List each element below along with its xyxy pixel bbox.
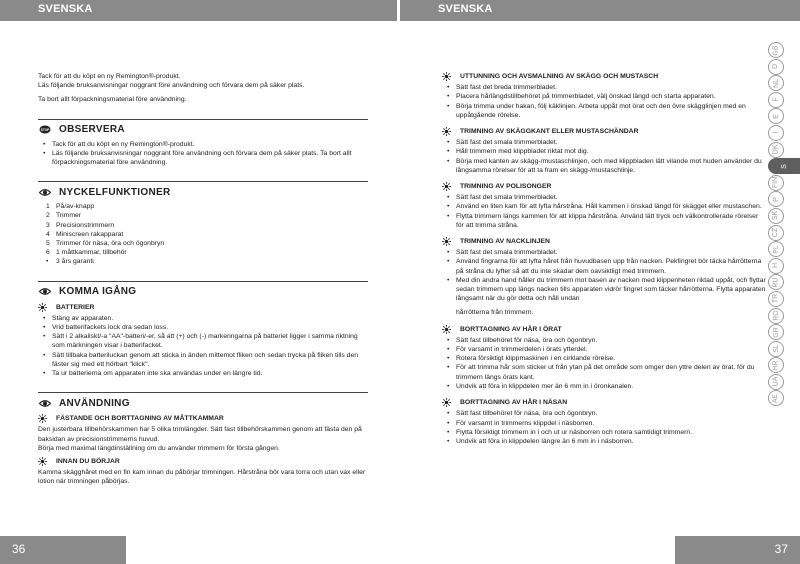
list-item: • Sätt fast tillbehöret för näsa, öra och ögonbryn. — [447, 409, 766, 418]
right-footer-bar — [675, 536, 800, 564]
list-item: 4 Miniscreen rakapparat — [46, 230, 124, 238]
eye-icon — [39, 399, 51, 408]
list-item: • Vrid batterifackets lock dra sedan loss. — [43, 323, 368, 332]
list-item: • Tack för att du köpt en ny Remington®-produkt. — [43, 140, 368, 149]
page-number: 37 — [774, 542, 788, 556]
list-item: • Placera hårlängdstillbehöret på trimmerbladet, välj önskad längd och starta apparaten. — [447, 92, 766, 101]
subsection-header — [442, 325, 766, 334]
instruction-list — [447, 409, 766, 446]
language-tab-s[interactable]: S — [768, 158, 800, 174]
eye-icon — [39, 287, 51, 296]
instruction-list — [447, 83, 766, 120]
list-item: • Börja trimma under hakan, följ käklinjen. Arbeta uppåt mot örat och den övre skägglinjen med en uppåtgående rörelse. — [447, 102, 766, 120]
right-header-bar — [400, 0, 800, 21]
observera-list — [43, 140, 368, 168]
feature-list — [46, 202, 368, 266]
left-header-bar — [0, 0, 397, 21]
list-item: • Håll trimmern med klippbladet riktat mot dig. — [447, 147, 766, 156]
language-tab-hr[interactable]: HR — [768, 357, 784, 373]
list-item: • Sätt fast det smala trimmerbladet. — [447, 138, 766, 147]
section-header-nyckelfunktioner — [38, 185, 368, 199]
language-tab-sl[interactable]: SL — [768, 341, 784, 357]
list-item: • Ta ur batterierna om apparaten inte ska användas under en längre tid. — [43, 369, 368, 378]
language-tab-cz[interactable]: CZ — [768, 225, 784, 241]
section-header-anvandning — [38, 396, 368, 410]
divider — [38, 181, 368, 182]
list-item: • Sätt fast tillbehöret för näsa, öra och ögonbryn. — [447, 336, 766, 345]
section-header-observera — [38, 123, 368, 137]
divider — [38, 392, 368, 393]
subsection-header — [38, 303, 368, 312]
language-tab-pl[interactable]: PL — [768, 241, 784, 257]
right-page — [400, 0, 800, 564]
list-item: • Stäng av apparaten. — [43, 314, 368, 323]
subsection-header — [38, 457, 368, 466]
list-item: 1 På/av-knapp — [46, 203, 95, 211]
list-item: • Undvik att föra in klippdelen längre än 6 mm in i näsborren. — [447, 437, 766, 446]
intro-line: Läs följande bruksanvisningar noggrant före användning och förvara dem på säker plats. — [38, 82, 305, 90]
list-item: • 3 års garanti — [46, 258, 94, 266]
section-title: ANVÄNDNING — [59, 397, 130, 409]
list-item: 5 Trimmer för näsa, öra och ögonbryn — [46, 240, 165, 248]
subsection-title: BATTERIER — [56, 303, 95, 311]
language-tab-tr[interactable]: TR — [768, 291, 784, 307]
sun-icon — [442, 127, 451, 136]
list-item: • Läs följande bruksanvisningar noggrant före användning och förvara dem på säker plats. Ta bort allt förpackningsmaterial före användning. — [43, 149, 368, 167]
stop-icon — [39, 125, 51, 134]
language-tabs — [768, 42, 788, 407]
subsection-header — [442, 398, 766, 407]
sun-icon — [38, 414, 47, 423]
list-item: • Sätt tillbaka batteriluckan genom att sticka in änden mittemot fliken och sedan trycka på fliken tills den fäster sig med ett hörbart "klick". — [43, 351, 368, 369]
intro-line: Ta bort allt förpackningsmaterial före användning. — [38, 96, 187, 104]
list-item: • För varsamt in trimmerdelen i örats ytterdel. — [447, 345, 766, 354]
sun-icon — [442, 182, 451, 191]
sun-icon — [442, 398, 451, 407]
list-item: • Flytta försiktigt trimmern in i och ut ur näsborren och rotera samtidigt trimmern. — [447, 428, 766, 437]
instruction-list — [447, 336, 766, 391]
battery-list — [43, 314, 368, 378]
list-item: 3 Precisionstrimmern — [46, 221, 115, 229]
list-item: • Flytta trimmern längs kammen för att klippa hårstråna. Använd lätt tryck och välkontrollerade rörelser för att trimma stråna. — [447, 212, 766, 230]
list-item: • Sätt i 2 alkaliskt/-a "AA"-batteri/-er, så att (+) och (-) markeringarna på batteriet ligger i samma riktning som märkningen visar i batterifacket. — [43, 332, 368, 350]
subsection-header — [442, 127, 766, 136]
language-tab-dk[interactable]: DK — [768, 142, 784, 158]
sun-icon — [442, 325, 451, 334]
section-title: KOMMA IGÅNG — [59, 286, 137, 298]
language-tab-ro[interactable]: RO — [768, 308, 784, 324]
language-tab-ru[interactable]: RU — [768, 274, 784, 290]
subsection-title: BORTTAGNING AV HÅR I NÄSAN — [460, 399, 568, 407]
section-title: NYCKELFUNKTIONER — [59, 186, 171, 198]
subsection-header — [442, 182, 766, 191]
language-tab-p[interactable]: P — [768, 191, 784, 207]
subsection-title: TRIMNING AV POLISONGER — [460, 183, 552, 191]
list-item: • För varsamt in trimmerns klippdel i näsborren. — [447, 419, 766, 428]
subsection-title: TRIMNING AV NACKLINJEN — [460, 238, 550, 246]
subsection-title: UTTUNNING OCH AVSMALNING AV SKÄGG OCH MUSTASCH — [460, 73, 659, 80]
language-tab-h[interactable]: H — [768, 258, 784, 274]
subsection-title: FÄSTANDE OCH BORTTAGNING AV MÅTTKAMMAR — [56, 415, 224, 423]
list-item: • Använd fingrarna för att lyfta håret från huvudbasen upp från nacken. Pekfingret bör täcka hårrötterna på stråna du lyfter så att du inte skadar dem oavsiktligt med trimmern. — [447, 257, 766, 275]
right-header-title: SVENSKA — [438, 3, 493, 15]
instruction-list — [447, 193, 766, 230]
right-content — [442, 68, 766, 446]
subsection-title: TRIMNING AV SKÄGGKANT ELLER MUSTASCHÄNDAR — [460, 128, 639, 136]
language-tab-ua[interactable]: UA — [768, 374, 784, 390]
list-item: • Undvik att föra in klippdelen mer än 6 mm in i öronkanalen. — [447, 382, 766, 391]
list-item: • För att trimma hår som sticker ut från ytan på det område som omger den yttre delen av örat, för du trimmern längs örats kant. — [447, 363, 766, 381]
section-title: OBSERVERA — [59, 124, 125, 135]
language-tab-d[interactable]: D — [768, 59, 784, 75]
language-tab-fin[interactable]: FIN — [768, 175, 784, 191]
paragraph: Den justerbara tillbehörskammen har 5 olika trimlängder. Sätt fast tillbehörskammen genom att fästa den på baksidan av precisionstrimmerns huvud. — [38, 426, 362, 443]
language-tab-sk[interactable]: SK — [768, 208, 784, 224]
paragraph: Börja med maximal längdinställning om du använder trimmern för första gången. — [38, 444, 280, 452]
language-tab-ae[interactable]: AE — [768, 390, 784, 406]
subsection-title: BORTTAGNING AV HÅR I ÖRAT — [460, 325, 562, 333]
list-item: • Med din andra hand håller du trimmern mot basen av nacken med klippenheten riktad uppåt, och flyttar sedan trimmern upp längs nacken tills apparaten vidrör fingret som täcker hårrötterna. Flytta apparaten långsamt när du gör detta och håll undan — [447, 276, 766, 304]
language-tab-i[interactable]: I — [768, 125, 784, 141]
subsection-title: INNAN DU BÖRJAR — [56, 458, 120, 466]
list-item: • Börja med kanten av skägg-/mustaschlinjen, och med klippbladen lätt vilande mot huden använder du långsamma rörelser för att ta fram en skägg-/mustaschlinje. — [447, 157, 766, 175]
instruction-list — [447, 248, 766, 303]
language-tab-gb[interactable]: GB — [768, 42, 784, 58]
subsection-header — [442, 237, 766, 246]
list-item: • Rotera försiktigt klippmaskinen i en cirklande rörelse. — [447, 354, 766, 363]
divider — [38, 281, 368, 282]
list-item: 2 Trimmer — [46, 212, 82, 220]
sun-icon — [38, 303, 47, 312]
sun-icon — [442, 72, 451, 81]
eye-icon — [39, 188, 51, 197]
left-footer-bar — [0, 536, 126, 564]
paragraph: hårrötterna från trimmern. — [456, 309, 534, 317]
left-content — [38, 72, 368, 487]
list-item: • Sätt fast det smala trimmerbladet. — [447, 193, 766, 202]
language-tab-e[interactable]: E — [768, 108, 784, 124]
sun-icon — [38, 457, 47, 466]
section-header-komma-igang — [38, 285, 368, 299]
list-item: 6 1 måttkammar, tillbehör — [46, 249, 127, 257]
language-tab-gr[interactable]: GR — [768, 324, 784, 340]
list-item: • Sätt fast det breda trimmerbladet. — [447, 83, 766, 92]
paragraph: Kamma skägghåret med en fin kam innan du påbörjar trimningen. Hårstråna bör vara torra och utan vax eller lotion när trimningen påbörjas. — [38, 469, 366, 486]
divider — [38, 119, 368, 120]
list-item: • Använd en liten kam för att lyfta hårstråna. Håll kammen i önskad längd för skägget eller mustaschen. — [447, 202, 766, 211]
language-tab-nl[interactable]: NL — [768, 75, 784, 91]
left-header-title: SVENSKA — [38, 3, 93, 15]
language-tab-f[interactable]: F — [768, 92, 784, 108]
instruction-list — [447, 138, 766, 175]
svg-text:STOP: STOP — [40, 128, 50, 133]
list-item: • Sätt fast det smala trimmerbladet. — [447, 248, 766, 257]
subsection-header — [38, 414, 368, 423]
intro-line: Tack för att du köpt en ny Remington®-produkt. — [38, 73, 181, 80]
page-number: 36 — [12, 542, 26, 556]
sun-icon — [442, 237, 451, 246]
subsection-header — [442, 72, 766, 81]
